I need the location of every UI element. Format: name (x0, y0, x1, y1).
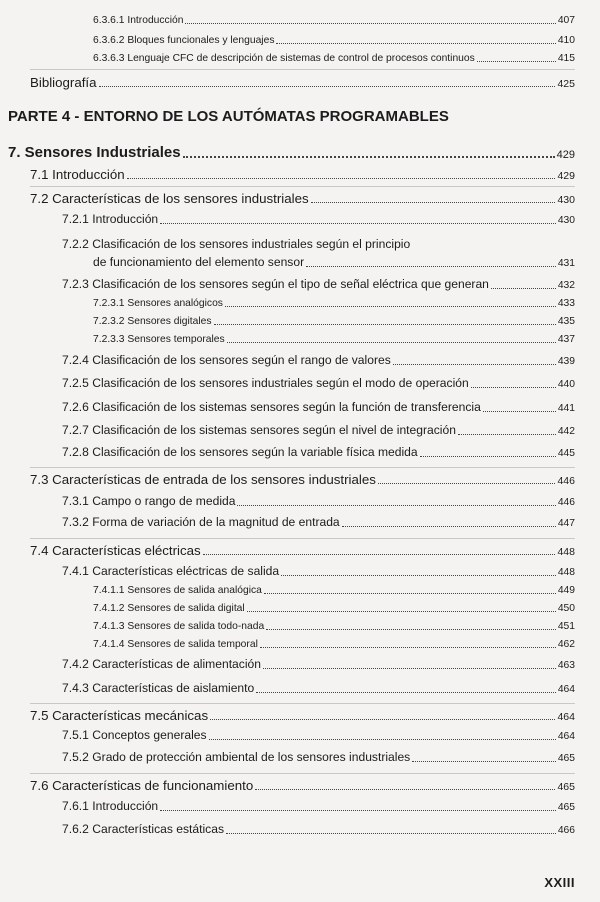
toc-entry: 7.2.4 Clasificación de los sensores según el rango de valores 439 (62, 353, 575, 368)
leader-dots (264, 592, 556, 594)
leader-dots (160, 809, 556, 811)
toc-entry: 6.3.6.2 Bloques funcionales y lenguajes 410 (93, 35, 575, 46)
leader-dots (477, 60, 556, 62)
toc-entry: 7.5.1 Conceptos generales 464 (62, 728, 575, 743)
leader-dots (491, 287, 556, 289)
leader-dots (160, 222, 556, 224)
toc-entry: 7.2.5 Clasificación de los sensores industriales según el modo de operación 440 (62, 376, 575, 391)
leader-dots (378, 482, 556, 484)
toc-entry: 7.4.3 Características de aislamiento 464 (62, 681, 575, 696)
toc-entry: 6.3.6.1 Introducción 407 (93, 15, 575, 26)
leader-dots (214, 323, 556, 325)
divider (30, 186, 575, 187)
toc-entry: 7.2.3 Clasificación de los sensores según el tipo de señal eléctrica que generan 432 (62, 277, 575, 292)
divider (30, 538, 575, 539)
toc-entry: 7.6 Características de funcionamiento 465 (30, 778, 575, 794)
leader-dots (210, 718, 555, 720)
toc-entry: 7.4.1 Características eléctricas de salida 448 (62, 564, 575, 579)
toc-entry: 7.3.2 Forma de variación de la magnitud de entrada 447 (62, 515, 575, 530)
leader-dots (99, 85, 556, 87)
toc-entry: 7.1 Introducción 429 (30, 167, 575, 183)
divider (30, 703, 575, 704)
page-number: XXIII (544, 875, 575, 890)
leader-dots (203, 553, 556, 555)
leader-dots (420, 455, 556, 457)
toc-entry: 7.2 Características de los sensores industriales 430 (30, 191, 575, 207)
toc-entry: de funcionamiento del elemento sensor 431 (93, 255, 575, 270)
toc-entry: 7.2.6 Clasificación de los sistemas sensores según la función de transferencia 441 (62, 400, 575, 415)
toc-entry: 6.3.6.3 Lenguaje CFC de descripción de sistemas de control de procesos continuos 415 (93, 53, 575, 64)
toc-entry: 7.4.2 Características de alimentación 463 (62, 657, 575, 672)
leader-dots (237, 504, 555, 506)
leader-dots (471, 386, 556, 388)
toc-entry: 7.4 Características eléctricas 448 (30, 543, 575, 559)
toc-entry: 7.4.1.3 Sensores de salida todo-nada 451 (93, 621, 575, 632)
leader-dots (281, 574, 556, 576)
toc-entry: 7.2.1 Introducción 430 (62, 212, 575, 227)
toc-entry: 7.3.1 Campo o rango de medida 446 (62, 494, 575, 509)
leader-dots (226, 832, 556, 834)
leader-dots (342, 525, 556, 527)
leader-dots (458, 433, 556, 435)
toc-entry: 7.3 Características de entrada de los sensores industriales 446 (30, 472, 575, 488)
toc-entry: 7.2.3.3 Sensores temporales 437 (93, 334, 575, 345)
leader-dots (263, 667, 556, 669)
divider (30, 467, 575, 468)
leader-dots (209, 738, 556, 740)
leader-dots (266, 628, 556, 630)
toc-entry-bibliography: Bibliografía 425 (30, 75, 575, 91)
divider (30, 773, 575, 774)
toc-entry: 7.5 Características mecánicas 464 (30, 708, 575, 724)
toc-entry: 7.4.1.1 Sensores de salida analógica 449 (93, 585, 575, 596)
leader-dots (183, 155, 555, 158)
leader-dots (412, 760, 556, 762)
toc-entry: 7.2.7 Clasificación de los sistemas sensores según el nivel de integración 442 (62, 423, 575, 438)
toc-entry: 7.6.1 Introducción 465 (62, 799, 575, 814)
toc-entry-first-line: 7.2.2 Clasificación de los sensores industriales según el principio (62, 237, 411, 251)
leader-dots (127, 177, 556, 179)
leader-dots (306, 265, 556, 267)
toc-entry: 7.2.8 Clasificación de los sensores según la variable física medida 445 (62, 445, 575, 460)
leader-dots (393, 363, 556, 365)
leader-dots (260, 646, 556, 648)
leader-dots (256, 691, 556, 693)
leader-dots (247, 610, 556, 612)
leader-dots (311, 201, 556, 203)
toc-entry: 7.4.1.2 Sensores de salida digital 450 (93, 603, 575, 614)
part-title: PARTE 4 - ENTORNO DE LOS AUTÓMATAS PROGRAMABLES (8, 108, 449, 125)
toc-entry: 7.4.1.4 Sensores de salida temporal 462 (93, 639, 575, 650)
toc-entry: 7.2.3.1 Sensores analógicos 433 (93, 298, 575, 309)
leader-dots (483, 410, 556, 412)
divider (30, 69, 575, 70)
toc-entry: 7.6.2 Características estáticas 466 (62, 822, 575, 837)
leader-dots (227, 341, 556, 343)
leader-dots (185, 22, 555, 24)
toc-entry: 7.2.3.2 Sensores digitales 435 (93, 316, 575, 327)
toc-entry: 7.5.2 Grado de protección ambiental de los sensores industriales 465 (62, 750, 575, 765)
leader-dots (255, 788, 555, 790)
toc-chapter: 7. Sensores Industriales 429 (8, 144, 575, 161)
leader-dots (276, 42, 555, 44)
leader-dots (225, 305, 556, 307)
